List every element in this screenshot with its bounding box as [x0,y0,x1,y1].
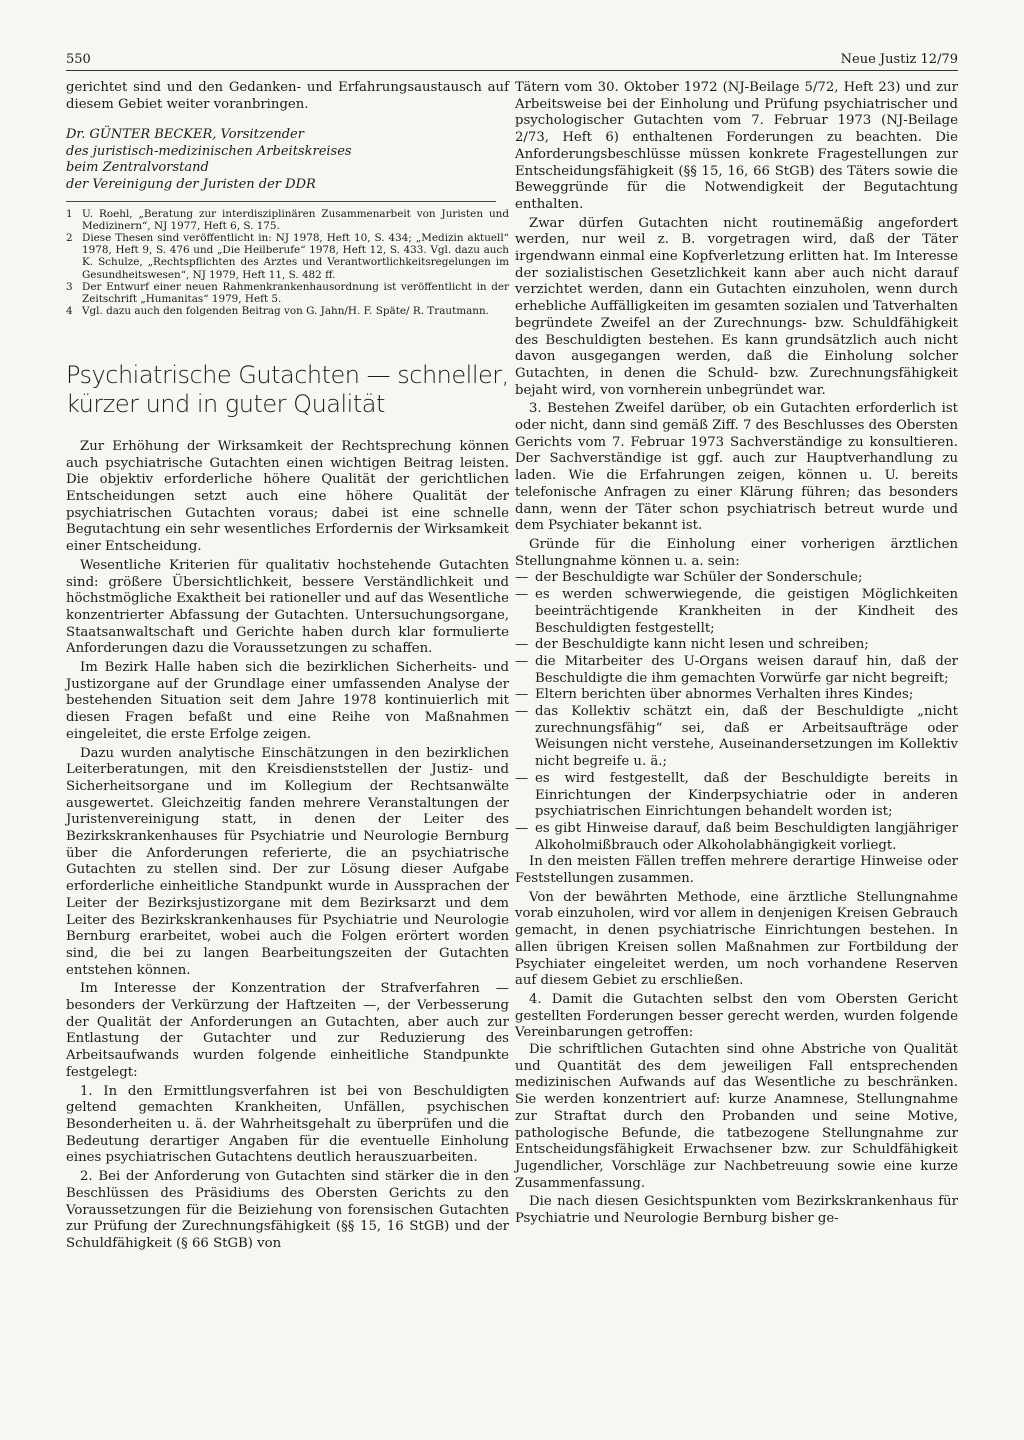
dash-marker: — [515,570,529,586]
journal-issue: Neue Justiz 12/79 [840,52,958,67]
list-item [515,570,958,587]
body-paragraph: Zur Erhöhung der Wirksamkeit der Rechtsprechung können auch psychiatrische Gutachten einen wichtigen Beitrag leisten. Die objektiv erforderliche höhere Qualität der gerichtlichen Entscheidungen setzt auch eine höhere Qualität der psychiatrischen Gutachten voraus; dabei ist eine schnelle Begutachtung ein sehr wesentliches Erfordernis der Wirksamkeit einer Entscheidung. [66,438,509,555]
body-paragraph: 2. Bei der Anforderung von Gutachten sind stärker die in den Beschlüssen des Präsidiums des Obersten Gerichts zu den Voraussetzungen für die Beiziehung von forensischen Gutachten zur Prüfung der Zurechnungsfähigkeit (§§ 15, 16 StGB) und der Schuldfähigkeit (§ 66 StGB) von [66,1169,509,1251]
body-paragraph: Im Interesse der Konzentration der Strafverfahren — besonders der Verkürzung der Haftzeiten —, der Verbesserung der Qualität der Anforderungen an Gutachten, aber auch zur Entlastung der Gutachter und zur Reduzierung des Arbeitsaufwands wurden folgende einheitliche Standpunkte festgelegt: [66,981,509,1080]
body-paragraph: Die schriftlichen Gutachten sind ohne Abstriche von Qualität und Quantität des dem jeweiligen Fall entsprechenden medizinischen Aufwands auf das Wesentliche zu beschränken. Sie werden konzentriert auf: kurze Anamnese, Stellungnahme zur Straftat durch den Probanden und seine Motive, pathologische Befunde, die tatbezogene Stellungnahme zur Entscheidungsfähigkeit Erwachsener bzw. zur Schuldfähigkeit Jugendlicher, Vorschläge zur Nachbetreuung sowie eine kurze Zusammenfassung. [515,1042,958,1191]
footnote-text: Diese Thesen sind veröffentlicht in: NJ 1978, Heft 10, S. 434; „Medizin aktuell“ 1978, Heft 9, S. 476 und „Die Heilberufe“ 1978, Heft 12, S. 433. Vgl. dazu auch K. Schulze, „Rechtspflichten des Arztes und Verantwortlichkeitsregelungen im Gesundheitswesen“, NJ 1979, Heft 11, S. 482 ff. [82,232,509,281]
dash-marker: — [515,704,529,720]
list-item [515,771,958,821]
right-column [515,80,958,1228]
body-paragraph: Dazu wurden analytische Einschätzungen in den bezirklichen Leiterberatungen, mit den Kreisdienststellen der Justiz- und Sicherheitsorgane und im Kollegium der Rechtsanwälte ausgewertet. Gleichzeitig fanden mehrere Veranstaltungen der Juristenvereinigung statt, in denen der Leiter des Bezirkskrankenhauses für Psychiatrie und Neurologie Bernburg über die Anforderungen referierte, die an psychiatrische Gutachten zu stellen sind. Der zur Lösung dieser Aufgabe erforderliche einheitliche Standpunkt wurde in Aussprachen der Leiter der Bezirksjustizorgane mit dem Bezirksarzt und dem Leiter des Bezirkskrankenhauses für Psychiatrie und Neurologie Bernburg erarbeitet, wobei auch die Folgen erörtert worden sind, die bei zu langen Bearbeitungszeiten der Gutachten entstehen können. [66,745,509,978]
list-item [515,654,958,687]
signature-line: Dr. GÜNTER BECKER, Vorsitzender [66,127,304,143]
footnote [66,281,509,305]
footnotes [66,208,509,317]
list-intro: Gründe für die Einholung einer vorherigen ärztlichen Stellungnahme können u. a. sein: [515,536,958,569]
footnote-number: 2 [66,232,73,245]
list-item-text: der Beschuldigte war Schüler der Sonderschule; [535,570,863,586]
list-item-text: der Beschuldigte kann nicht lesen und schreiben; [535,637,869,653]
footnote-number: 1 [66,208,73,221]
body-paragraph: In den meisten Fällen treffen mehrere derartige Hinweise oder Feststellungen zusammen. [515,854,958,887]
author-signature [66,127,496,202]
body-paragraph: 3. Bestehen Zweifel darüber, ob ein Gutachten erforderlich ist oder nicht, dann sind gemäß Ziff. 7 des Beschlusses des Obersten Gerichts vom 7. Februar 1973 Sachverständige zu konsultieren. Der Sachverständige ist ggf. auch zur Hauptverhandlung zu laden. Wie die Erfahrungen zeigen, können u. U. bereits telefonische Anfragen zu einer Klärung führen; das besonders dann, wenn der Täter schon psychiatrisch betreut wurde und dem Psychiater bekannt ist. [515,401,958,534]
reasons-list [515,570,958,854]
article-title: Psychiatrische Gutachten — schneller, kürzer und in guter Qualität [66,360,509,418]
page-header [66,52,958,71]
dash-marker: — [515,820,529,836]
body-paragraph: 1. In den Ermittlungsverfahren ist bei von Beschuldigten geltend gemachten Krankheiten, Unfällen, psychischen Besonderheiten u. ä. der Wahrheitsgehalt zu überprüfen und die Bedeutung derartiger Angaben für die eventuelle Einholung eines psychiatrischen Gutachtens deutlich herauszuarbeiten. [66,1083,509,1166]
dash-marker: — [515,770,529,786]
list-item-text: das Kollektiv schätzt ein, daß der Beschuldigte „nicht zurechnungsfähig“ sei, daß er Arbeitsaufträge oder Weisungen nicht verstehe, Auseinandersetzungen im Kollektiv nicht begreife u. ä.; [535,704,958,770]
signature-line: der Vereinigung der Juristen der DDR [66,176,316,192]
body-paragraph: Die nach diesen Gesichtspunkten vom Bezirkskrankenhaus für Psychiatrie und Neurologie Bernburg bisher ge- [515,1194,958,1227]
dash-marker: — [515,637,529,653]
list-item [515,687,958,704]
body-paragraph: Zwar dürfen Gutachten nicht routinemäßig angefordert werden, nur weil z. B. vorgetragen wird, daß der Täter irgendwann einmal eine Kopfverletzung erlitten hat. Im Interesse der sozialistischen Gesetzlichkeit kann aber auch nicht darauf verzichtet werden, dann ein Gutachten einzuholen, wenn durch erhebliche Auffälligkeiten im gesamten sozialen und Tatverhalten begründete Zweifel an der Zurechnungs- bzw. Schuldfähigkeit des Beschuldigten bestehen. Es kann grundsätzlich auch nicht davon ausgegangen werden, daß die Einholung solcher Gutachten, in denen die Schuld- bzw. Zurechnungsfähigkeit bejaht wird, von vornherein unbegründet war. [515,215,958,398]
list-item-text: es wird festgestellt, daß der Beschuldigte bereits in Einrichtungen der Kinderpsychiatrie oder in anderen psychiatrischen Einrichtungen behandelt worden ist; [535,770,958,820]
body-paragraph: Im Bezirk Halle haben sich die bezirklichen Sicherheits- und Justizorgane auf der Grundlage einer umfassenden Analyse der bestehenden Situation seit dem Jahre 1978 kontinuierlich mit diesen Fragen befaßt und eine Reihe von Maßnahmen eingeleitet, die erste Erfolge zeigen. [66,660,509,742]
left-column [66,80,509,1253]
dash-marker: — [515,653,529,669]
footnote [66,208,509,232]
footnote-text: Vgl. dazu auch den folgenden Beitrag von G. Jahn/H. F. Späte/ R. Trautmann. [82,304,489,317]
footnote-text: U. Roehl, „Beratung zur interdisziplinären Zusammenarbeit von Juristen und Medizinern“, NJ 1977, Heft 6, S. 175. [82,208,509,233]
list-item [515,637,958,654]
list-item-text: es gibt Hinweise darauf, daß beim Beschuldigten langjähriger Alkoholmißbrauch oder Alkoholabhängigkeit vorliegt. [535,820,958,853]
body-paragraph: 4. Damit die Gutachten selbst den vom Obersten Gericht gestellten Forderungen besser gerecht werden, wurden folgende Vereinbarungen getroffen: [515,991,958,1041]
footnote [66,232,509,280]
list-item-text: die Mitarbeiter des U-Organs weisen darauf hin, daß der Beschuldigte die ihm gemachten Vorwürfe gar nicht begreift; [535,653,958,686]
footnote [66,305,509,317]
dash-marker: — [515,587,529,603]
list-item [515,587,958,637]
signature-line: des juristisch-medizinischen Arbeitskreises [66,143,352,159]
intro-paragraph: gerichtet sind und den Gedanken- und Erfahrungsaustausch auf diesem Gebiet weiter voranbringen. [66,80,509,112]
dash-marker: — [515,687,529,703]
footnote-text: Der Entwurf einer neuen Rahmenkrankenhausordnung ist veröffentlicht in der Zeitschrift „Humanitas“ 1979, Heft 5. [82,280,509,305]
page-number: 550 [66,52,91,67]
footnote-number: 3 [66,280,73,293]
footnote-number: 4 [66,304,73,317]
body-paragraph: Wesentliche Kriterien für qualitativ hochstehende Gutachten sind: größere Übersichtlichkeit, bessere Verständlichkeit und höchstmögliche Exaktheit bei rationeller und auf das Wesentliche konzentrierter Abfassung der Gutachten. Untersuchungsorgane, Staatsanwaltschaft und Gerichte haben durch klar formulierte Anforderungen dazu die Voraussetzungen zu schaffen. [66,557,509,657]
list-item-text: es werden schwerwiegende, die geistigen Möglichkeiten beeinträchtigende Krankheiten in der Kindheit des Beschuldigten festgestellt; [535,587,958,636]
signature-line: beim Zentralvorstand [66,160,209,176]
body-paragraph: Tätern vom 30. Oktober 1972 (NJ-Beilage 5/72, Heft 23) und zur Arbeitsweise bei der Einholung und Prüfung psychiatrischer und psychologischer Gutachten vom 7. Februar 1973 (NJ-Beilage 2/73, Heft 6) enthaltenen Forderungen zu beachten. Die Anforderungsbeschlüsse müssen konkrete Fragestellungen zur Entscheidungsfähigkeit (§§ 15, 16, 66 StGB) des Täters sowie die Beweggründe für die Notwendigkeit der Begutachtung enthalten. [515,80,958,212]
body-paragraph: Von der bewährten Methode, eine ärztliche Stellungnahme vorab einzuholen, wird vor allem in denjenigen Kreisen Gebrauch gemacht, in denen psychiatrische Einrichtungen bestehen. In allen übrigen Kreisen sollen Maßnahmen zur Fortbildung der Psychiater eingeleitet werden, um noch vorhandene Reserven auf diesem Gebiet zu erschließen. [515,889,958,989]
list-item-text: Eltern berichten über abnormes Verhalten ihres Kindes; [535,687,914,703]
list-item [515,704,958,771]
list-item [515,821,958,854]
